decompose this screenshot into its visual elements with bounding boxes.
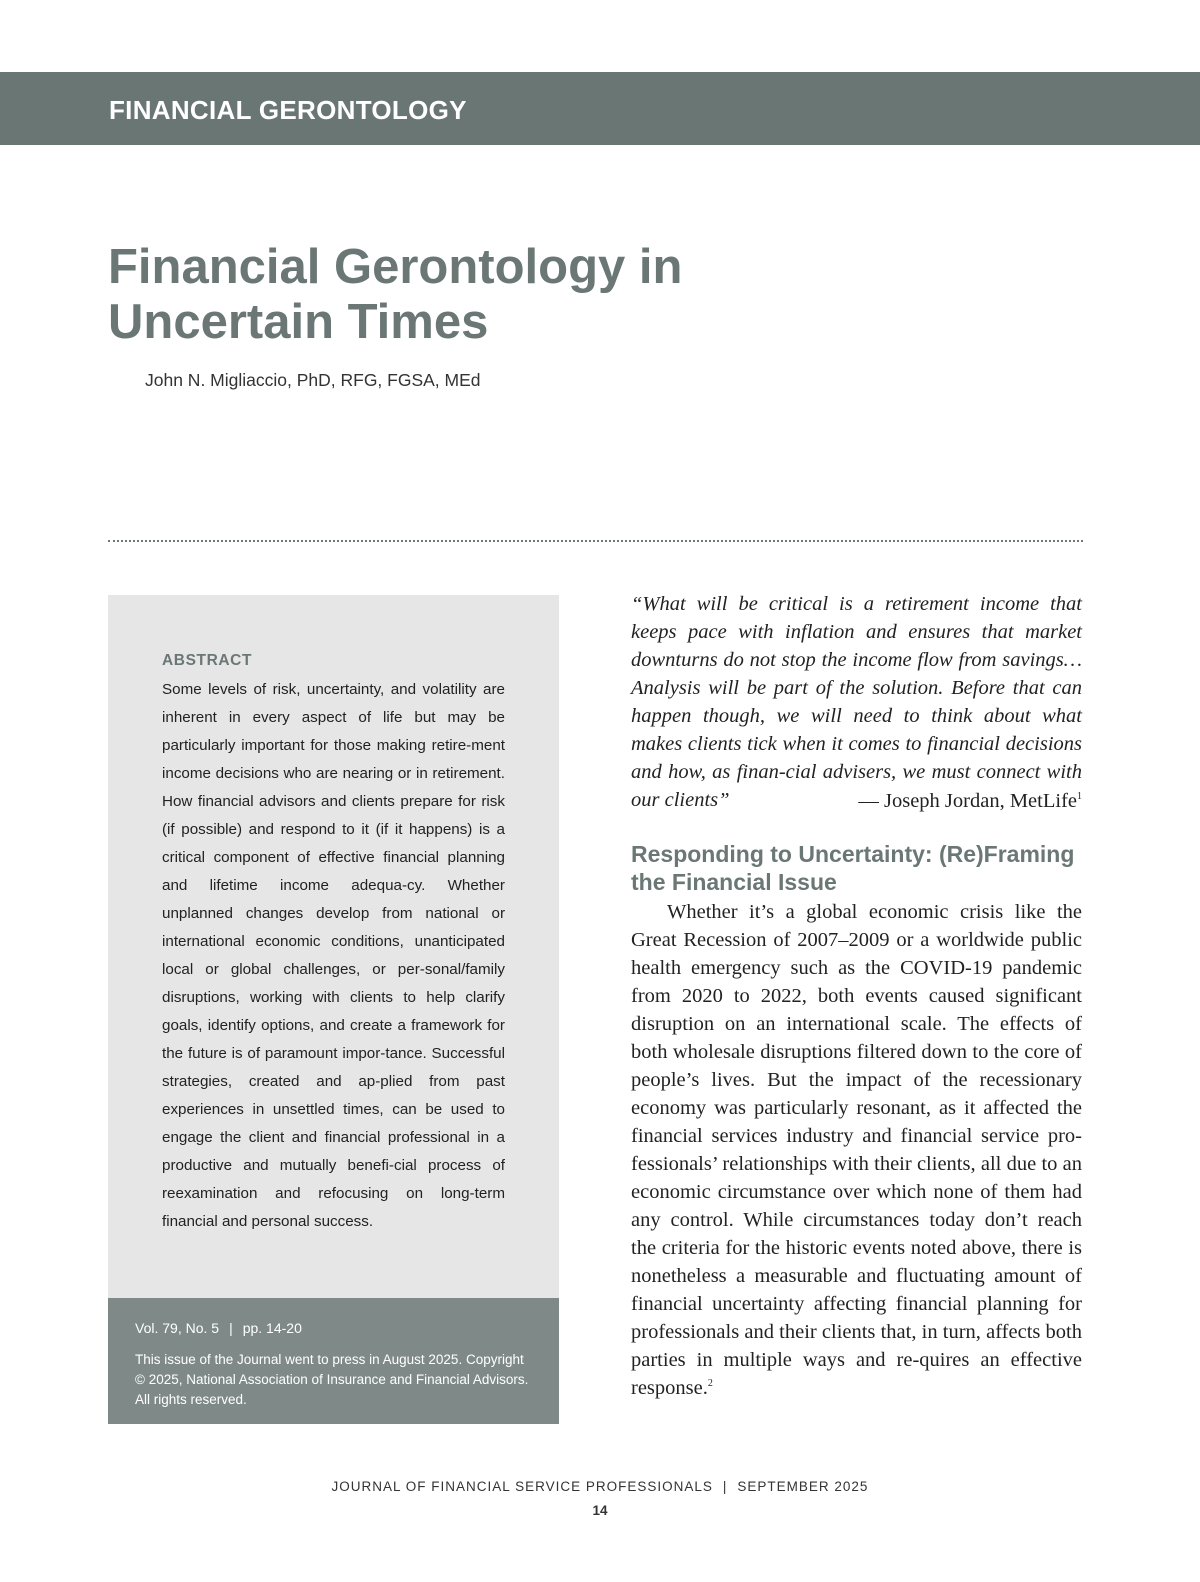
section-heading: Responding to Uncertainty: (Re)Framing the Financial Issue [631, 841, 1075, 895]
body-text: Whether it’s a global economic crisis like the Great Recession of 2007–2009 or a worldwide public health emergency such as the COVID-19 pandemic from 2020 to 2022, both events caused significant disruption on an international scale. The effects of both wholesale disruptions filtered down to the core of people’s lives. But the impact of the recessionary economy was particularly resonant, as it affected the financial services industry and financial service pro-fessionals’ relationships with their clients, all due to an economic circumstance over which none of them had any control. While circumstances today don’t reach the criteria for the historic events noted above, there is nonetheless a measurable and fluctuating amount of financial uncertainty affecting financial planning for professionals and their clients that, in turn, affects both parties in multiple ways and re-quires an effective response. [631, 901, 1082, 1399]
footnote-ref-1: 1 [1077, 791, 1082, 803]
volume-number: Vol. 79, No. 5 [135, 1320, 220, 1336]
attribution-text: — Joseph Jordan, MetLife [858, 790, 1077, 812]
volume-line [135, 1320, 302, 1336]
page-range: pp. 14-20 [242, 1320, 302, 1336]
epigraph-attribution [631, 787, 1082, 815]
page-number: 14 [592, 1503, 608, 1518]
abstract-panel [108, 595, 559, 1298]
body-paragraph [631, 898, 1082, 1402]
issue-date: SEPTEMBER 2025 [737, 1479, 869, 1494]
article-title: Financial Gerontology in Uncertain Times [108, 240, 683, 349]
page-footer [0, 1479, 1200, 1494]
copyright-note: This issue of the Journal went to press in August 2025. Copyright © 2025, National Association of Insurance and Financial Advisors. All rights reserved. [135, 1352, 529, 1407]
section-label: FINANCIAL GERONTOLOGY [109, 95, 467, 125]
footer-separator: | [722, 1479, 728, 1494]
section-banner [0, 72, 1200, 145]
epigraph-quote: “What will be critical is a retirement income that keeps pace with inflation and ensures that market downturns do not stop the income flow from savings…Analysis will be part of the solution. Before that can happen though, we will need to think about what makes clients tick when it comes to financial decisions and how, as finan-cial advisers, we must connect with our clients” [631, 593, 1082, 811]
abstract-text: Some levels of risk, uncertainty, and volatility are inherent in every aspect of life but may be particularly important for those making retire-ment income decisions who are nearing or in retirement. How financial advisors and clients prepare for risk (if possible) and respond to it (if it happens) is a critical component of effective financial planning and lifetime income adequa-cy. Whether unplanned changes develop from national or international economic conditions, unanticipated local or global challenges, or per-sonal/family disruptions, working with clients to help clarify goals, identify options, and create a framework for the future is of paramount impor-tance. Successful strategies, created and ap-plied from past experiences in unsettled times, can be used to engage the client and financial professional in a productive and mutually benefi-cial process of reexamination and refocusing on long-term financial and personal success. [162, 681, 505, 1230]
publication-info-panel [108, 1298, 559, 1424]
journal-name: JOURNAL OF FINANCIAL SERVICE PROFESSIONALS [331, 1479, 713, 1494]
footnote-ref-2: 2 [707, 1378, 713, 1390]
dotted-divider [108, 540, 1083, 542]
article-author: John N. Migliaccio, PhD, RFG, FGSA, MEd [145, 370, 481, 390]
abstract-heading: ABSTRACT [162, 652, 253, 669]
volume-separator: | [229, 1320, 233, 1336]
